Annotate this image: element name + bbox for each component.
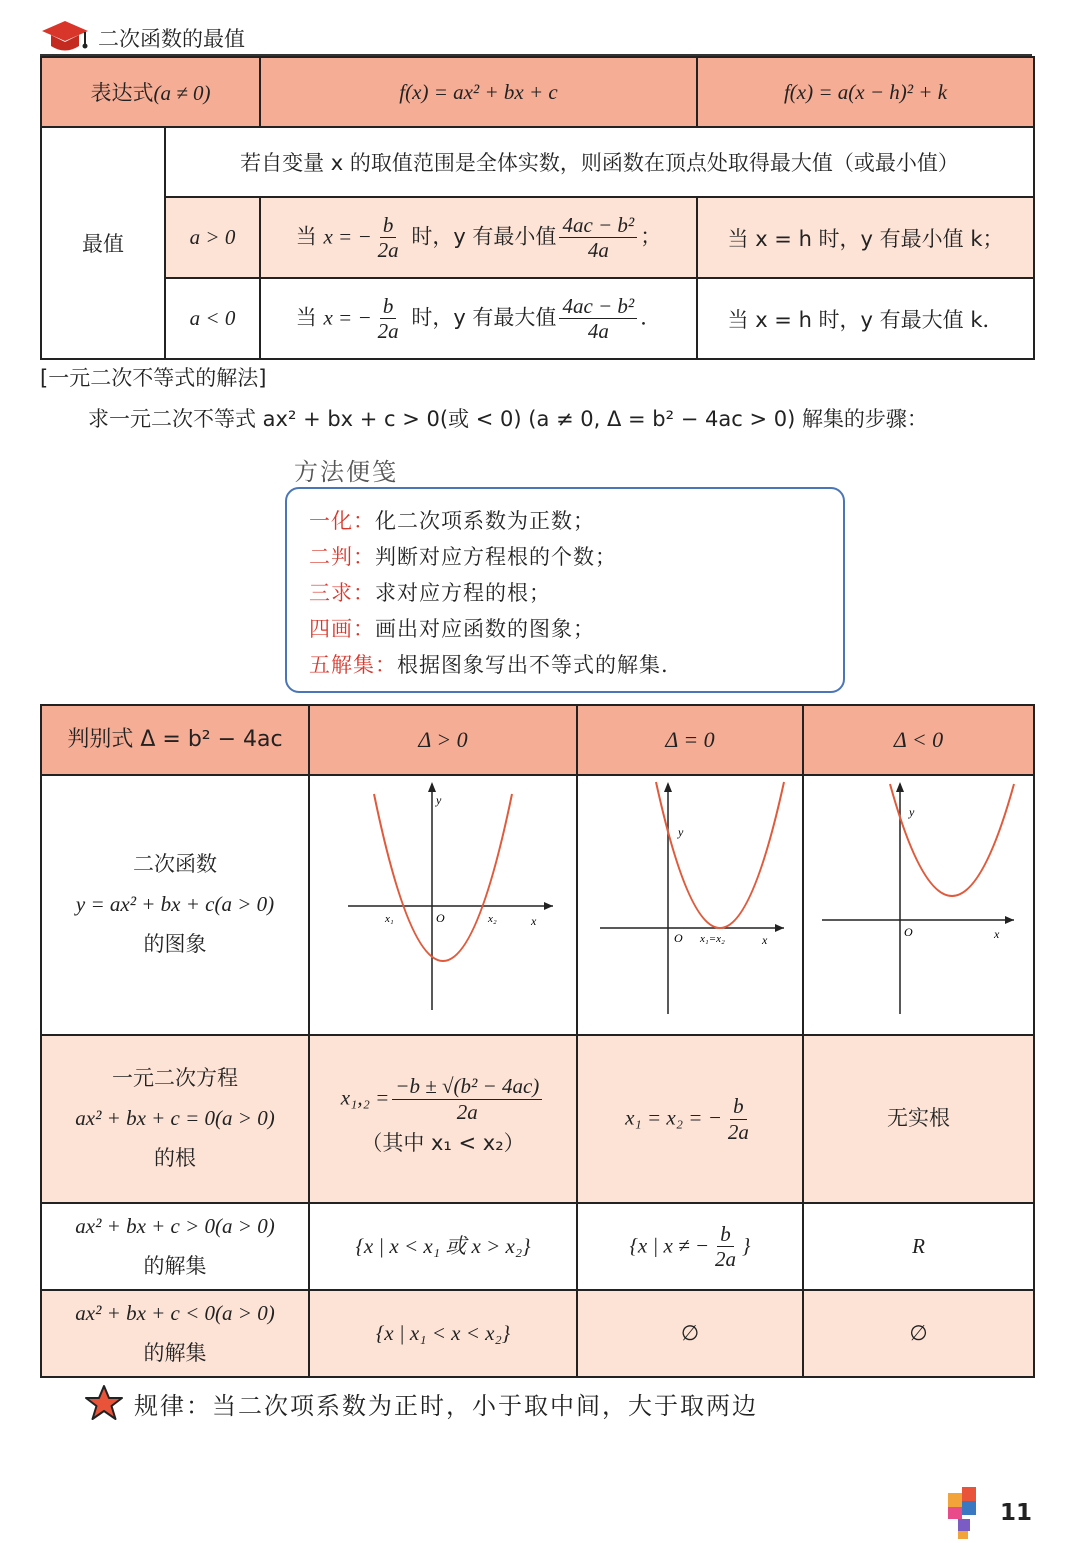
method-step-text: 根据图象写出不等式的解集. [397,653,669,677]
method-step-label: 五解集： [309,653,397,677]
parabola-one-root-graph [590,778,790,1018]
method-step-label: 三求： [309,581,375,605]
graph-row-label [41,775,309,1035]
fraction-numerator: b [730,1094,747,1119]
expr-header-label: 表达式 [90,81,154,105]
method-step [309,611,821,647]
method-step-label: 一化： [309,509,375,533]
method-step [309,575,821,611]
fraction [559,294,637,343]
roots-label-line: 一元二次方程 [112,1066,238,1091]
rule-text: 规律：当二次项系数为正时，小于取中间，大于取两边 [134,1391,758,1420]
extremum-note: 若自变量 x 的取值范围是全体实数，则函数在顶点处取得最大值（或最小值） [165,127,1034,197]
method-step-text: 求对应方程的根； [375,581,551,605]
fraction-denominator: 2a [377,319,399,343]
method-title: 方法便笺 [294,458,398,486]
root-x1-label: x₁ [385,913,394,926]
graduation-cap-icon [40,19,90,57]
y-axis-label: y [436,793,442,808]
dang-text: 当 [295,305,317,330]
gt-zero-cell [577,1203,803,1290]
y-axis-label: y [678,825,684,840]
star-icon [84,1384,124,1422]
fraction [725,1094,752,1143]
min-text: 时，y 有最小值 [411,224,557,249]
x-axis-label: x [531,914,537,929]
fraction [712,1222,739,1271]
gt-zero-lhs: {x | x ≠ − [629,1233,710,1258]
fraction [392,1074,542,1123]
neg-vertex-cell: 当 x = h 时，y 有最大值 k． [697,278,1034,359]
double-root-lhs: x₁ = x₂ = − [625,1106,722,1130]
fraction [375,294,402,343]
fraction-numerator: −b ± √(b² − 4ac) [392,1074,542,1099]
vertex-form-cell: f(x) = a(x − h)² + k [697,57,1034,127]
method-step [309,647,821,683]
discriminant-header-row [41,705,1034,775]
root-x2-label: x₂ [488,913,497,926]
gt-neg-cell: R [803,1203,1034,1290]
max-text: 时，y 有最大值 [411,305,557,330]
method-step-text: 化二次项系数为正数； [375,509,595,533]
extremum-neg-row [41,278,1034,359]
double-root-label: x₁=x₂ [700,933,725,946]
method-step-label: 二判： [309,545,375,569]
roots-row-label [41,1035,309,1203]
rule-note [84,1384,758,1422]
lt-solution-row [41,1290,1034,1377]
disc-pos-header: Δ > 0 [309,705,577,775]
fraction-numerator: b [717,1222,734,1247]
gt-solution-row [41,1203,1034,1290]
origin-label: O [903,925,913,940]
roots-pos-cell [309,1035,577,1203]
fraction [375,213,402,262]
lt-zero-cell: ∅ [577,1290,803,1377]
general-form-cell: f(x) = ax² + bx + c [260,57,697,127]
gt-pos-cell: {x | x < x₁ 或 x > x₂} [309,1203,577,1290]
extremum-note-row [41,127,1034,197]
method-box [285,487,845,693]
x-eq-text: x = − [323,224,372,249]
expr-header-condition: (a ≠ 0) [153,81,211,105]
publisher-logo-icon [944,1487,984,1539]
fraction-numerator: 4ac − b² [559,294,637,319]
pos-general-cell [260,197,697,278]
x-eq-text: x = − [323,305,372,330]
gt-label-line: 的解集 [143,1253,207,1278]
dang-text: 当 [295,224,317,249]
graph-row [41,775,1034,1035]
method-step-text: 画出对应函数的图象； [375,617,595,641]
origin-label: O [674,931,683,946]
extremum-row-label: 最值 [41,127,165,359]
x-axis-label: x [993,927,999,942]
inequality-intro: 求一元二次不等式 ax² + bx + c > 0(或 < 0) (a ≠ 0, Δ = b² − 4ac > 0) 解集的步骤： [88,407,928,431]
parabola-no-root-graph [814,778,1024,1018]
page-number: 11 [1000,1500,1033,1526]
fraction-numerator: b [380,213,397,238]
roots-zero-cell [577,1035,803,1203]
punctuation: ； [640,224,662,249]
parabola-two-roots-graph [328,778,558,1018]
fraction-denominator: 2a [715,1247,737,1271]
gt-row-label [41,1203,309,1290]
origin-label: O [436,911,445,926]
fraction [559,213,637,262]
method-step [309,503,821,539]
method-step-label: 四画： [309,617,375,641]
fraction-denominator: 2a [377,238,399,262]
roots-row [41,1035,1034,1203]
graph-zero-cell [577,775,803,1035]
quadratic-formula-lhs: x₁,₂ = [340,1086,390,1111]
neg-condition: a < 0 [165,278,260,359]
extremum-header-row [41,57,1034,127]
roots-order-note: （其中 x₁ < x₂） [361,1130,525,1155]
x-axis-label: x [762,933,768,948]
expr-header-cell [41,57,260,127]
method-step [309,539,821,575]
punctuation: ． [640,305,662,330]
fraction-numerator: 4ac − b² [559,213,637,238]
graph-label-line: 二次函数 [133,852,217,877]
disc-neg-header: Δ < 0 [803,705,1034,775]
roots-label-formula: ax² + bx + c = 0(a > 0) [75,1106,275,1131]
lt-label-line: 的解集 [143,1340,207,1365]
gt-zero-rhs: } [742,1233,751,1258]
method-step-text: 判断对应方程根的个数； [375,545,617,569]
fraction-denominator: 4a [587,319,609,343]
graph-pos-cell [309,775,577,1035]
neg-general-cell [260,278,697,359]
lt-row-label [41,1290,309,1377]
discriminant-table [40,704,1035,1378]
y-axis-label: y [908,805,914,820]
fraction-denominator: 2a [727,1119,749,1144]
disc-header: 判别式 Δ = b² − 4ac [41,705,309,775]
pos-vertex-cell: 当 x = h 时，y 有最小值 k； [697,197,1034,278]
graph-label-formula: y = ax² + bx + c(a > 0) [75,892,275,917]
pos-condition: a > 0 [165,197,260,278]
graph-neg-cell [803,775,1034,1035]
disc-zero-header: Δ = 0 [577,705,803,775]
lt-label-formula: ax² + bx + c < 0(a > 0) [75,1300,275,1325]
graph-label-line: 的图象 [143,931,207,956]
roots-neg-cell: 无实根 [803,1035,1034,1203]
section-header-title: 二次函数的最值 [98,27,245,51]
extremum-pos-row [41,197,1034,278]
lt-pos-cell: {x | x₁ < x < x₂} [309,1290,577,1377]
fraction-denominator: 2a [456,1099,478,1124]
fraction-numerator: b [380,294,397,319]
roots-label-line: 的根 [154,1145,196,1170]
gt-label-formula: ax² + bx + c > 0(a > 0) [75,1213,275,1238]
extremum-table [40,56,1035,360]
section-header [40,18,245,58]
fraction-denominator: 4a [587,238,609,262]
inequality-section-title: [一元二次不等式的解法] [40,366,267,390]
lt-neg-cell: ∅ [803,1290,1034,1377]
